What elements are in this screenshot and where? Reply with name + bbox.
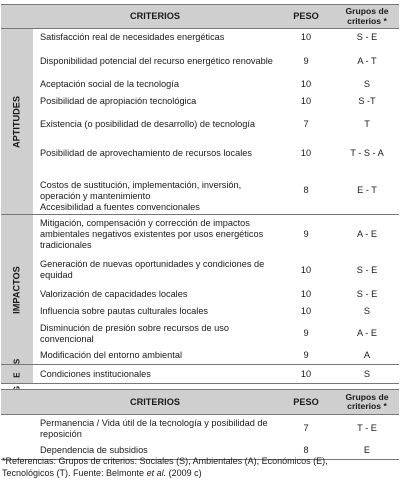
table-header-row: [1, 5, 399, 29]
group-code-cell: E: [335, 443, 399, 460]
group-code-cell: A - E: [335, 215, 399, 255]
group-code-cell: S - E: [356, 288, 378, 299]
criterion-cell: Permanencia / Vida útil de la tecnología y posibilidad de reposición: [40, 417, 268, 439]
group-code-cell: S - E: [356, 264, 378, 275]
table-row: [1, 168, 399, 202]
weight-cell: 9: [303, 350, 309, 361]
group-code-cell: A - E: [357, 328, 377, 338]
header-criterios: CRITERIOS: [33, 390, 277, 415]
group-gestion: [1, 355, 33, 393]
weight-cell: 10: [277, 365, 335, 384]
criterion-cell: Modificación del entorno ambiental: [40, 350, 182, 361]
criterion-cell: Accesibilidad a fuentes convencionales: [40, 201, 200, 212]
group-aptitudes: [1, 29, 33, 215]
footnote-line2-pre: Tecnológicos (T). Fuente: Belmonte: [2, 467, 147, 478]
weight-cell: 9: [303, 328, 309, 338]
header-grupos: Grupos de criterios *: [335, 390, 399, 415]
weight-cell: 9: [303, 55, 309, 66]
criterion-cell: Costos de sustitución, implementación, inversión, operación y mantenimiento: [40, 179, 242, 201]
table-row: [1, 320, 399, 348]
table-row: [1, 255, 399, 286]
criterion-cell: Posibilidad de aprovechamiento de recursos locales: [40, 147, 252, 158]
group-code-cell: T: [364, 118, 370, 129]
group-code-cell: A: [363, 350, 371, 361]
weight-cell: 10: [300, 305, 312, 316]
header-grupos: Grupos de criterios *: [335, 5, 399, 29]
weight-cell: 10: [300, 264, 312, 275]
table-row: [1, 303, 399, 320]
footnote-line1: *Referencias: Grupos de criterios: Sociales (S), Ambientales (A), Económicos (E),: [2, 456, 328, 466]
group-code-cell: T - S - A: [350, 147, 384, 158]
weight-cell: 10: [300, 95, 312, 106]
criterion-cell: Generación de nuevas oportunidades y condiciones de equidad: [40, 259, 265, 280]
weight-cell: 8: [303, 185, 309, 196]
footnote-line2-post: (2009 c): [166, 467, 202, 478]
group-label-aptitudes: APTITUDES: [11, 95, 22, 148]
table-row: [1, 215, 399, 255]
criterion-cell: Dependencia de subsidios: [33, 443, 277, 460]
criteria-table-secondary: [1, 389, 399, 460]
group-code-cell: S - E: [335, 29, 399, 47]
group-impactos: [1, 215, 33, 365]
criterion-cell: Influencia sobre pautas culturales locales: [40, 305, 209, 316]
table-row: [1, 47, 399, 76]
group-code-cell: E - T: [357, 185, 377, 196]
criterion-cell: Existencia (o posibilidad de desarrollo) de tecnología: [40, 118, 256, 129]
table-row: [1, 365, 399, 384]
table-row: [1, 29, 399, 47]
criterion-cell: Condiciones institucionales: [33, 365, 277, 384]
criteria-table: [1, 4, 399, 393]
criterion-cell: Posibilidad de apropiación tecnológica: [40, 95, 197, 106]
header-peso: PESO: [277, 390, 335, 415]
criterion-cell: Disponibilidad potencial del recurso energético renovable: [40, 55, 273, 66]
table-row: [1, 286, 399, 303]
criterion-cell: Valorización de capacidades locales: [40, 288, 188, 299]
table-header-row: [1, 390, 399, 415]
table-row: [1, 415, 399, 443]
weight-cell: 10: [277, 29, 335, 47]
weight-cell: 10: [300, 147, 312, 158]
group-code-cell: S: [363, 305, 371, 316]
group-label-impactos: IMPACTOS: [11, 265, 22, 314]
weight-cell: 7: [303, 423, 309, 434]
weight-cell: 10: [300, 288, 312, 299]
weight-cell: 7: [303, 118, 309, 129]
weight-cell: 9: [277, 215, 335, 255]
table-row: [1, 76, 399, 93]
group-code-cell: S -T: [358, 95, 376, 106]
footnote: [2, 456, 398, 479]
group-label-gestion: G E S: [12, 355, 22, 393]
weight-cell: 8: [277, 443, 335, 460]
criterion-cell: Satisfacción real de necesidades energéticas: [33, 29, 277, 47]
table-row: [1, 110, 399, 139]
group-code-cell: A - T: [357, 55, 377, 66]
header-criterios: CRITERIOS: [33, 5, 277, 29]
group-code-cell: S: [363, 78, 371, 89]
weight-cell: 10: [300, 78, 312, 89]
group-code-cell: S: [335, 365, 399, 384]
group-code-cell: T - E: [357, 423, 377, 434]
footnote-line2-em: et al.: [146, 467, 167, 478]
table-row: [1, 139, 399, 168]
criterion-cell: Mitigación, compensación y corrección de impactos ambientales negativos existentes por usos energéticos tradicionales: [33, 215, 277, 255]
table-row: [1, 93, 399, 110]
table-row: [1, 348, 399, 365]
criterion-cell: Aceptación social de la tecnología: [40, 78, 179, 89]
criterion-cell: Disminución de presión sobre recursos de uso convencional: [40, 322, 229, 344]
header-peso: PESO: [277, 5, 335, 29]
